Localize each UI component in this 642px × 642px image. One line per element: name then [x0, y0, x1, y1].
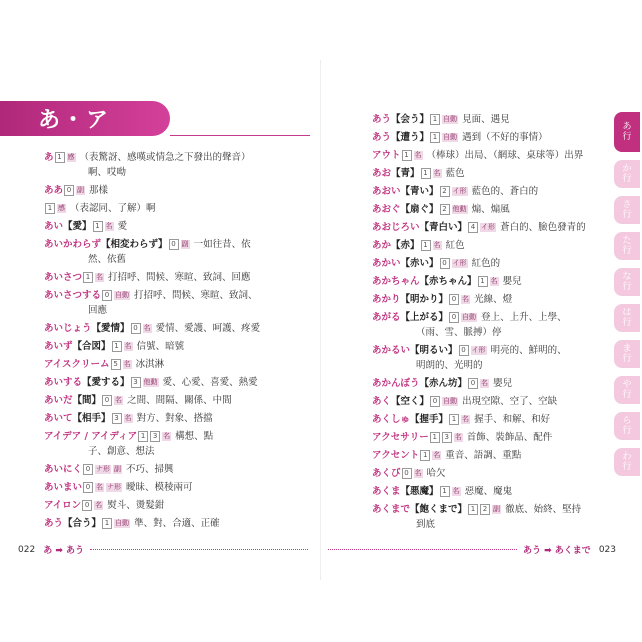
entry-kanji: 【握手】	[410, 414, 449, 425]
dictionary-entry	[372, 184, 634, 199]
range-start: あ	[43, 546, 53, 556]
pos-badge: 副	[493, 505, 501, 513]
dictionary-entry	[44, 270, 309, 285]
dictionary-entry	[372, 484, 634, 499]
entry-gloss: 重音、語調、重點	[445, 450, 522, 461]
entry-gloss: （表驚訝、感嘆或情急之下發出的聲音）	[79, 152, 251, 163]
entry-gloss: 藍色	[445, 168, 465, 179]
entry-kanji: 【悪魔】	[400, 486, 439, 497]
entry-kanji: 【愛】	[63, 221, 92, 232]
entry-gloss: （棒球）出局、（網球、桌球等）出界	[426, 150, 584, 161]
entry-gloss-continued: 回應	[88, 305, 108, 316]
entry-headword: あおぐ	[372, 204, 401, 215]
entry-headword: あいず	[44, 341, 73, 352]
entry-headword: アクセサリー	[372, 432, 429, 443]
entry-headword: あいだ	[44, 395, 73, 406]
accent-badge: 1	[468, 504, 478, 515]
accent-badge: 0	[131, 323, 141, 334]
index-tabs	[614, 112, 642, 484]
entry-headword: あい	[44, 221, 64, 232]
accent-badge: 1	[83, 272, 93, 283]
entry-gloss: 光線、燈	[474, 294, 513, 305]
dictionary-entry	[44, 393, 309, 408]
pos-badge: 自動	[462, 313, 477, 321]
entry-gloss: 握手、和解、和好	[474, 414, 551, 425]
entry-headword: あ	[44, 152, 54, 163]
entry-headword: あいする	[44, 377, 83, 388]
tab-label: ら	[622, 416, 632, 426]
dictionary-entry	[372, 394, 634, 409]
pos-badge: 名	[490, 277, 498, 285]
accent-badge: 3	[150, 431, 160, 442]
entry-gloss-continued: 子、創意、想法	[88, 446, 155, 457]
pos-badge: 他動	[452, 205, 467, 213]
tab-label: か	[622, 164, 632, 174]
accent-badge: 0	[169, 239, 179, 250]
accent-badge: 0	[402, 468, 412, 479]
page-number: 022	[18, 544, 36, 555]
entry-headword: アイロン	[44, 500, 82, 511]
entry-gloss: 準、對、合適、正確	[134, 518, 220, 529]
entry-gloss: 愛、心愛、喜愛、熱愛	[162, 377, 258, 388]
entry-kanji: 【赤ちゃん】	[419, 276, 477, 287]
pos-badge: 副	[114, 465, 122, 473]
entry-gloss: 對方、對象、搭擋	[136, 413, 213, 424]
dictionary-entry	[372, 310, 634, 340]
entry-kanji: 【空く】	[391, 396, 430, 407]
dictionary-entry	[44, 321, 309, 336]
tab-label: 行	[622, 174, 632, 184]
tab-label: 行	[622, 318, 632, 328]
entry-gloss: 一如往昔、依	[193, 239, 251, 250]
pos-badge: イ形	[452, 259, 467, 267]
tab-label: な	[622, 272, 632, 282]
tab-index-9[interactable]	[614, 448, 640, 476]
tab-label: た	[622, 236, 632, 246]
range-end: あう	[66, 546, 85, 556]
accent-badge: 4	[468, 222, 478, 233]
entry-headword: あかい	[372, 258, 401, 269]
entry-gloss-continued: 然、依舊	[88, 254, 127, 265]
tab-label: 行	[622, 462, 632, 472]
accent-badge: 0	[64, 185, 74, 196]
entry-headword: あがる	[372, 312, 401, 323]
pos-badge: 自動	[115, 291, 130, 299]
accent-badge: 1	[112, 341, 122, 352]
entry-gloss: 打招呼、問候、寒暄、致詞、回應	[108, 272, 251, 283]
dictionary-entry	[372, 343, 634, 373]
entry-headword: あかんぼう	[372, 378, 420, 389]
entry-kanji: 【飽くまで】	[410, 504, 468, 515]
entry-gloss: 嬰兒	[493, 378, 513, 389]
dictionary-entry	[372, 238, 634, 253]
arrow-icon: ➡	[55, 546, 63, 556]
dictionary-entry	[44, 498, 309, 513]
accent-badge: 0	[82, 500, 92, 511]
accent-badge: 0	[102, 290, 112, 301]
pos-badge: 名	[414, 469, 422, 477]
pos-badge: 感	[58, 204, 65, 212]
accent-badge: 3	[112, 413, 122, 424]
pos-badge: 自動	[443, 397, 458, 405]
entry-headword: あう	[44, 518, 64, 529]
accent-badge: 1	[93, 221, 103, 232]
dictionary-entry	[372, 130, 634, 145]
entry-gloss: （表認同、了解）啊	[70, 203, 156, 214]
pos-badge: 名	[433, 451, 441, 459]
dictionary-entry	[372, 502, 634, 532]
pos-badge: 名	[433, 169, 441, 177]
pos-badge: 名	[433, 241, 441, 249]
dictionary-entry	[44, 237, 309, 267]
entry-gloss: 煽、煽風	[471, 204, 510, 215]
entry-headword: アイスクリーム	[44, 359, 110, 370]
entry-kanji: 【愛情】	[91, 323, 130, 334]
entry-kanji: 【上がる】	[400, 312, 449, 323]
entry-gloss: 之間、間隔、關係、中間	[127, 395, 232, 406]
entry-kanji: 【間】	[72, 395, 102, 406]
tab-index-4[interactable]	[614, 268, 640, 296]
tab-label: 行	[622, 426, 632, 436]
pos-badge: 自動	[443, 133, 458, 141]
entry-gloss-continued: 啊、哎呦	[88, 167, 127, 178]
dictionary-entry	[372, 166, 634, 181]
dictionary-entry	[372, 274, 634, 289]
footer-right	[328, 543, 624, 556]
accent-badge: 1	[440, 486, 450, 497]
entry-headword: あいさつ	[44, 272, 83, 283]
entry-headword: あくしゅ	[372, 414, 411, 425]
entry-kanji: 【青】	[391, 168, 420, 179]
tab-index-5[interactable]	[614, 304, 640, 332]
pos-badge: ナ形	[96, 465, 111, 473]
pos-badge: 名	[124, 342, 132, 350]
tab-label: 行	[622, 132, 632, 142]
dictionary-entry	[44, 201, 309, 216]
page-range	[43, 543, 84, 556]
accent-badge: 1	[449, 414, 459, 425]
entry-headword: あくび	[372, 468, 401, 479]
dictionary-entry	[372, 412, 634, 427]
pos-badge: 他動	[143, 378, 158, 386]
tab-label: 行	[622, 390, 632, 400]
accent-badge: 2	[440, 204, 450, 215]
entry-gloss: 嬰兒	[502, 276, 522, 287]
accent-badge: 1	[430, 132, 440, 143]
tab-label: や	[622, 380, 632, 390]
entry-gloss: 蒼白的、臉色發青的	[500, 222, 586, 233]
dictionary-entry	[372, 220, 634, 235]
pos-badge: 名	[105, 222, 113, 230]
range-end: あくまで	[554, 546, 591, 556]
accent-badge: 1	[421, 240, 431, 251]
entry-gloss: 愛情、愛護、呵護、疼愛	[155, 323, 261, 334]
entry-kanji: 【赤い】	[400, 258, 439, 269]
pos-badge: 名	[452, 487, 460, 495]
tab-index-7[interactable]	[614, 376, 640, 404]
entry-headword: アイデア / アイディア	[44, 431, 138, 442]
entry-gloss: 曖昧、模稜兩可	[126, 482, 193, 493]
dictionary-entry	[372, 292, 634, 307]
entry-kanji: 【明るい】	[410, 345, 458, 356]
entry-kanji: 【青い】	[400, 186, 439, 197]
entry-gloss: 信號、暗號	[136, 341, 185, 352]
dictionary-entry	[372, 466, 634, 481]
entry-headword: ああ	[44, 185, 64, 196]
dictionary-entry	[44, 219, 309, 234]
pos-badge: 名	[481, 379, 489, 387]
entry-gloss: 惡魔、魔鬼	[464, 486, 513, 497]
tab-index-1[interactable]	[614, 160, 640, 188]
entry-gloss: 那樣	[89, 185, 109, 196]
pos-badge: 名	[96, 483, 104, 491]
entry-kanji: 【扇ぐ】	[400, 204, 439, 215]
dictionary-entry	[372, 430, 634, 445]
dictionary-entry	[44, 429, 309, 459]
accent-badge: 0	[102, 395, 112, 406]
accent-badge: 0	[430, 396, 440, 407]
footer-left	[18, 543, 308, 556]
range-start: あう	[522, 546, 541, 556]
accent-badge: 1	[430, 432, 440, 443]
entry-gloss: 見面、遇見	[462, 114, 510, 125]
entry-gloss: 熨斗、燙髮鉗	[107, 500, 165, 511]
entry-gloss: 出現空隙、空了、空缺	[462, 396, 558, 407]
tab-label: 行	[622, 210, 632, 220]
title-rule	[170, 135, 310, 136]
pos-badge: 名	[95, 501, 103, 509]
entry-headword: あか	[372, 240, 392, 251]
tab-label: 行	[622, 282, 632, 292]
page-number: 023	[598, 544, 616, 555]
entry-headword: あお	[372, 168, 392, 179]
dictionary-entry	[44, 480, 309, 495]
entry-gloss: 徹底、始終、堅持	[505, 504, 582, 515]
pos-badge: ナ形	[107, 483, 122, 491]
entry-gloss-continued: 到底	[416, 519, 436, 530]
pos-badge: 自動	[443, 115, 458, 123]
dictionary-entry	[44, 357, 309, 372]
entry-headword: あいにく	[44, 464, 83, 475]
tab-label: あ	[622, 122, 632, 132]
pos-badge: 名	[462, 295, 470, 303]
entry-headword: あいじょう	[44, 323, 92, 334]
entry-headword: あいかわらず	[44, 239, 102, 250]
entry-gloss: 紅色的	[471, 258, 501, 269]
entry-gloss-continued: 明朗的、光明的	[416, 360, 483, 371]
entry-gloss: 哈欠	[426, 468, 446, 479]
accent-badge: 5	[111, 359, 121, 370]
tab-label: 行	[622, 246, 632, 256]
accent-badge: 1	[420, 450, 430, 461]
entry-headword: あくま	[372, 486, 401, 497]
entry-kanji: 【会う】	[391, 114, 430, 125]
entry-gloss: 明亮的、鮮明的、	[490, 345, 567, 356]
page-range	[523, 543, 591, 556]
accent-badge: 1	[55, 152, 65, 163]
dictionary-entry	[372, 448, 634, 463]
dictionary-entry	[372, 112, 634, 127]
entry-kanji: 【青白い】	[419, 222, 468, 233]
entry-headword: あう	[372, 114, 392, 125]
entry-kanji: 【明かり】	[400, 294, 449, 305]
dictionary-entry	[44, 375, 309, 390]
entry-kanji: 【赤】	[391, 240, 420, 251]
entry-kanji: 【合図】	[72, 341, 111, 352]
pos-badge: 名	[96, 273, 104, 281]
right-entry-list	[372, 112, 634, 535]
tab-label: 行	[622, 354, 632, 364]
accent-badge: 1	[430, 114, 440, 125]
accent-badge: 1	[45, 203, 55, 214]
entry-kanji: 【相手】	[72, 413, 111, 424]
pos-badge: 感	[67, 153, 75, 161]
accent-badge: 3	[131, 377, 141, 388]
entry-headword: あかちゃん	[372, 276, 420, 287]
pos-badge: 自動	[115, 519, 130, 527]
accent-badge: 1	[478, 276, 488, 287]
entry-gloss: 藍色的、蒼白的	[471, 186, 539, 197]
dictionary-entry	[44, 288, 309, 318]
dotted-rule	[90, 549, 308, 550]
dictionary-entry	[372, 376, 634, 391]
tab-index-6[interactable]	[614, 340, 640, 368]
entry-kanji: 【相変わらず】	[101, 239, 168, 250]
pos-badge: 名	[414, 151, 422, 159]
accent-badge: 3	[442, 432, 452, 443]
entry-headword: あいさつする	[44, 290, 102, 301]
entry-kanji: 【愛する】	[82, 377, 130, 388]
entry-gloss: 愛	[117, 221, 128, 232]
entry-gloss: 首飾、裝飾品、配件	[466, 432, 553, 443]
entry-headword: あいて	[44, 413, 73, 424]
entry-headword: あおい	[372, 186, 401, 197]
entry-headword: アウト	[372, 150, 401, 161]
entry-gloss: 構想、點	[175, 431, 214, 442]
pos-badge: イ形	[471, 346, 486, 354]
pos-badge: イ形	[481, 223, 496, 231]
pos-badge: 名	[115, 396, 123, 404]
pos-badge: 名	[124, 414, 132, 422]
pos-badge: 副	[77, 186, 85, 194]
entry-gloss: 打招呼、問候、寒暄、致詞、	[134, 290, 258, 301]
entry-headword: あくまで	[372, 504, 411, 515]
accent-badge: 0	[440, 258, 450, 269]
accent-badge: 0	[449, 312, 459, 323]
accent-badge: 0	[459, 345, 469, 356]
tab-index-0[interactable]	[614, 112, 640, 152]
accent-badge: 0	[449, 294, 459, 305]
entry-headword: あおじろい	[372, 222, 420, 233]
dictionary-entry	[44, 516, 309, 531]
pos-badge: 名	[462, 415, 470, 423]
pos-badge: 名	[163, 432, 171, 440]
entry-gloss: 遇到（不好的事情）	[462, 132, 548, 143]
entry-headword: あう	[372, 132, 392, 143]
entry-kanji: 【合う】	[63, 518, 102, 529]
tab-label: ま	[622, 344, 632, 354]
pos-badge: 副	[181, 240, 189, 248]
dictionary-entry	[44, 411, 309, 426]
dictionary-entry	[44, 183, 309, 198]
accent-badge: 1	[402, 150, 412, 161]
entry-headword: あいまい	[44, 482, 83, 493]
tab-label: さ	[622, 200, 632, 210]
pos-badge: イ形	[452, 187, 467, 195]
entry-gloss: 冰淇淋	[135, 359, 165, 370]
entry-gloss-continued: （雨、雪、脈搏）停	[416, 327, 502, 338]
entry-gloss: 登上、上升、上學、	[481, 312, 567, 323]
dotted-rule	[328, 549, 517, 550]
entry-gloss: 不巧、掃興	[126, 464, 174, 475]
left-entry-list	[44, 150, 309, 534]
tab-label: わ	[622, 452, 632, 462]
accent-badge: 0	[468, 378, 478, 389]
entry-headword: あかり	[372, 294, 401, 305]
tab-index-3[interactable]	[614, 232, 640, 260]
dictionary-entry	[372, 148, 634, 163]
arrow-icon: ➡	[544, 546, 552, 556]
section-title: あ・ア	[0, 101, 170, 136]
entry-gloss: 紅色	[445, 240, 465, 251]
tab-label: は	[622, 308, 632, 318]
pos-badge: 名	[143, 324, 151, 332]
tab-index-8[interactable]	[614, 412, 640, 440]
entry-headword: あかるい	[372, 345, 411, 356]
accent-badge: 1	[102, 518, 112, 529]
pos-badge: 名	[123, 360, 131, 368]
tab-index-2[interactable]	[614, 196, 640, 224]
dictionary-entry	[372, 202, 634, 217]
dictionary-entry	[44, 339, 309, 354]
entry-kanji: 【赤ん坊】	[419, 378, 468, 389]
accent-badge: 1	[138, 431, 148, 442]
accent-badge: 0	[83, 464, 93, 475]
accent-badge: 2	[480, 504, 490, 515]
accent-badge: 1	[421, 168, 431, 179]
dictionary-entry	[372, 256, 634, 271]
entry-headword: あく	[372, 396, 392, 407]
accent-badge: 2	[440, 186, 450, 197]
pos-badge: 名	[454, 433, 462, 441]
entry-kanji: 【遭う】	[391, 132, 430, 143]
entry-headword: アクセント	[372, 450, 420, 461]
accent-badge: 0	[83, 482, 93, 493]
dictionary-entry	[44, 150, 309, 180]
dictionary-entry	[44, 462, 309, 477]
